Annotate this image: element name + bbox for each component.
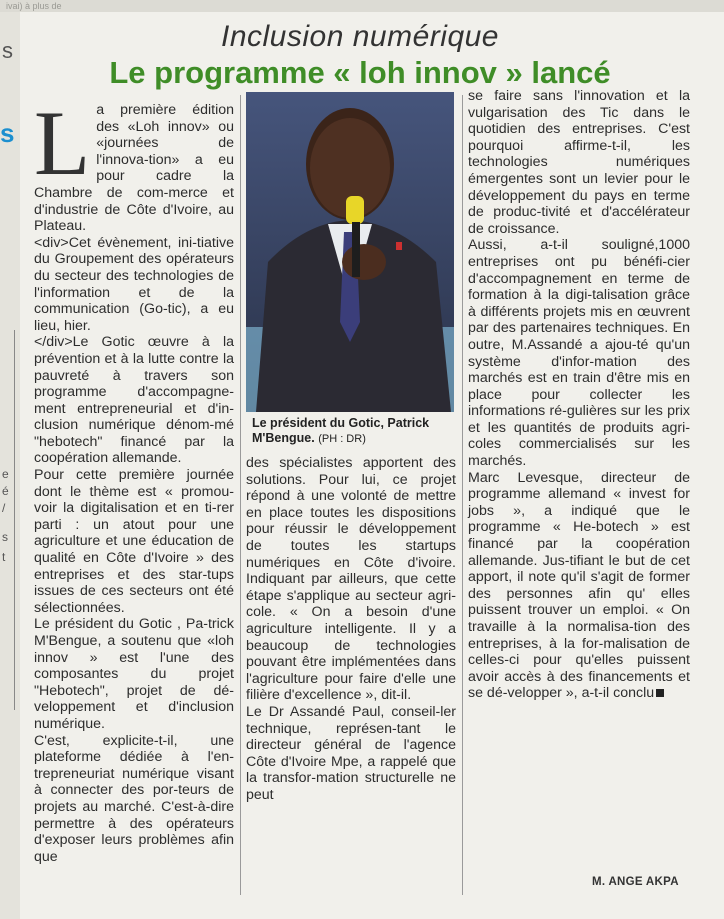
paragraph: <div>Cet évènement, ini-tiative du Groupement des opérateurs du secteur des technologies de l'information et de la communication (Go-tic), a eu lieu, hier. <box>34 234 234 334</box>
paragraph: a première édition des «Loh innov» ou «journées de l'innova-tion» a eu pour cadre la Chambre de com-merce et d'industrie de Côte d'Ivoire, au Plateau. <box>34 102 234 235</box>
drop-cap: L <box>34 92 91 194</box>
speaker-illustration <box>246 92 454 412</box>
margin-fragment: t <box>2 550 6 564</box>
margin-letter: s <box>2 38 13 63</box>
margin-fragment: e <box>2 467 9 481</box>
end-mark <box>656 689 664 697</box>
margin-fragment: s <box>2 530 8 544</box>
paragraph <box>468 470 690 702</box>
article-column-2 <box>246 455 456 803</box>
paragraph: Pour cette première journée dont le thème est « promou-voir la digitalisation et en ti-rer parti : un atout pour une agriculture et une éducation de qualité en Côte d'Ivoire » des entreprises et des star-tups issues de ces secteurs ont été sélectionnées. <box>34 467 234 616</box>
article-kicker: Inclusion numérique <box>221 20 499 53</box>
article-column-3 <box>468 88 690 702</box>
paragraph: Le président du Gotic , Pa-trick M'Bengue, a soutenu que «loh innov » est l'une des composantes du projet "Hebotech", projet de dé-veloppement et d'inclusion numérique. <box>34 616 234 732</box>
margin-rule <box>14 330 15 710</box>
paragraph: Le Dr Assandé Paul, conseil-ler technique, représen-tant le directeur général de l'agence Côte d'Ivoire Mpe, a rappelé que la transfor-mation structurelle ne peut <box>246 703 456 803</box>
paragraph: se faire sans l'innovation et la vulgarisation des Tic dans le quotidien des entreprises. C'est pourquoi affirme-t-il, les technologies numériques émergentes sont un levier pour le développement du pays en terme de produc-tivité et d'accélérateur de croissance. <box>468 88 690 237</box>
paragraph: des spécialistes apportent des solutions. Pour lui, ce projet répond à une volonté de mettre en place toutes les dispositions pour réussir le développement de toutes les startups numériques en Côte d'ivoire. Indiquant par ailleurs, que cette étape s'applique au secteur agri-cole. « On a besoin d'une agriculture intelligente. Il y a beaucoup de technologies pouvant être implémentées dans l'agriculture pour faire d'elle une filière d'excellence », dit-il. <box>246 455 456 704</box>
portrait-photo <box>246 92 454 412</box>
photo-credit: (PH : DR) <box>318 433 366 445</box>
photo-caption <box>252 416 456 447</box>
margin-letter-blue: s <box>0 118 15 148</box>
margin-fragment: é <box>2 484 9 498</box>
article-headline: Le programme « loh innov » lancé <box>109 55 611 90</box>
article-column-1 <box>34 92 234 865</box>
byline: M. ANGE AKPA <box>592 876 679 888</box>
column-rule <box>240 95 241 895</box>
paragraph: Aussi, a-t-il souligné,1000 entreprises ont pu bénéfi-cier d'accompagnement en terme de formation à la digi-talisation grâce à différents projets mis en œuvrent par des partenaires techniques. En outre, M.Assandé a ajou-té qu'un système d'infor-mation des marchés est en train d'être mis en place pour collecter les informations ré-gulières sur les prix et les quantités de produits agri-coles commercialisés sur les marchés. <box>468 237 690 470</box>
previous-page-strip: ivai) à plus de <box>0 0 724 12</box>
paragraph: </div>Le Gotic œuvre à la prévention et à la lutte contre la pauvreté à travers son programme d'accompagne-ment entrepreneurial et d'in-clusion numérique dénom-mé "hebotech" financé par la coopération allemande. <box>34 334 234 467</box>
adjacent-article-margin <box>0 12 20 919</box>
paragraph: C'est, explicite-t-il, une plateforme dédiée à l'en-trepreneuriat numérique visant à connecter des por-teurs de projets au marché. C'est-à-dire permettre à des opérateurs d'exposer leurs problèmes afin que <box>34 732 234 865</box>
paragraph-text: Marc Levesque, directeur de programme allemand « invest for jobs », a indiqué que le programme « He-botech » est financé par la coopération allemande. Jus-tifiant le but de cet apport, il note qu'il s'agit de former des personnes afin qu' elles puissent trouver un emploi. « On travaille à la normalisa-tion des entreprises, à la for-malisation de celles-ci pour qu'elles puissent avoir accès à des financements et se dé-velopper », a-t-il conclu <box>468 469 690 702</box>
margin-fragment: / <box>2 501 6 515</box>
caption-text: Le président du Gotic, Patrick M'Bengue. <box>252 416 430 445</box>
column-rule <box>462 95 463 895</box>
